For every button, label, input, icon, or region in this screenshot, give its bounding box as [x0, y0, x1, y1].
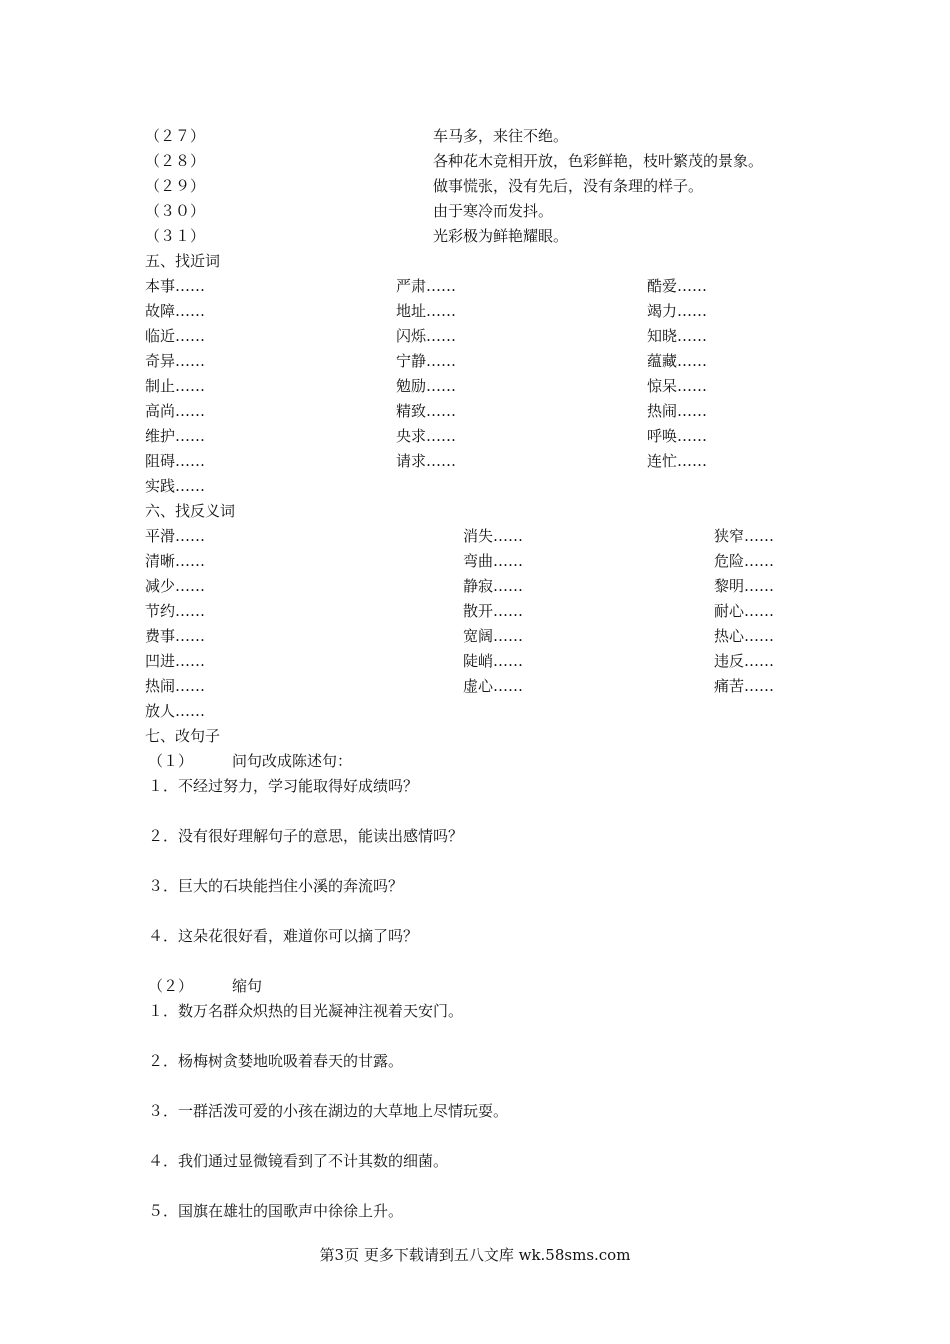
word-item: 连忙…… [647, 452, 708, 470]
word-item: 减少…… [145, 577, 206, 595]
word-item: 请求…… [396, 452, 457, 470]
word-row [145, 274, 708, 299]
word-item: 热闹…… [647, 402, 708, 420]
exercise-item: ４．我们通过显微镜看到了不计其数的细菌。 [148, 1152, 449, 1170]
exercise-item: ３．一群活泼可爱的小孩在湖边的大草地上尽情玩耍。 [148, 1102, 509, 1120]
word-item: 奇异…… [145, 352, 206, 370]
word-item: 热闹…… [145, 677, 206, 695]
word-row [145, 449, 708, 474]
word-item: 制止…… [145, 377, 206, 395]
word-item: 违反…… [714, 652, 775, 670]
subsection-label: 问句改成陈述句： [232, 752, 353, 770]
idiom-definition: 做事慌张，没有先后，没有条理的样子。 [433, 177, 704, 195]
word-item: 本事…… [145, 277, 206, 295]
word-item: 耐心…… [714, 602, 775, 620]
word-item: 消失…… [463, 527, 524, 545]
word-item: 费事…… [145, 627, 206, 645]
word-item: 凹进…… [145, 652, 206, 670]
word-row [145, 324, 708, 349]
word-item: 惊呆…… [647, 377, 708, 395]
word-item: 静寂…… [463, 577, 524, 595]
idiom-number: （３１） [145, 227, 206, 245]
word-item: 陡峭…… [463, 652, 524, 670]
word-item: 痛苦…… [714, 677, 775, 695]
word-item: 黎明…… [714, 577, 775, 595]
word-row [145, 349, 708, 374]
section-title: 六、找反义词 [145, 502, 236, 520]
word-item: 平滑…… [145, 527, 206, 545]
word-item: 高尚…… [145, 402, 206, 420]
word-item: 地址…… [396, 302, 457, 320]
section-title: 五、找近词 [145, 252, 221, 270]
word-row [145, 474, 205, 499]
word-item: 严肃…… [396, 277, 457, 295]
idiom-def-row [145, 199, 554, 224]
subsection-number: （１） [148, 752, 194, 770]
exercise-item: ２．没有很好理解句子的意思，能读出感情吗？ [148, 827, 464, 845]
idiom-definition: 各种花木竞相开放，色彩鲜艳，枝叶繁茂的景象。 [433, 152, 764, 170]
word-row [145, 524, 775, 549]
word-item: 节约…… [145, 602, 206, 620]
subsection-header [148, 749, 353, 774]
word-item: 维护…… [145, 427, 206, 445]
word-row [145, 699, 205, 724]
word-item: 实践…… [145, 477, 206, 495]
word-row [145, 374, 708, 399]
word-item: 闪烁…… [396, 327, 457, 345]
word-row [145, 624, 775, 649]
page-footer: 第3页 更多下载请到五八文库 wk.58sms.com [319, 1246, 631, 1264]
word-row [145, 599, 775, 624]
word-item: 竭力…… [647, 302, 708, 320]
idiom-number: （３０） [145, 202, 206, 220]
word-item: 蕴藏…… [647, 352, 708, 370]
word-row [145, 399, 708, 424]
subsection-header [148, 974, 263, 999]
word-item: 弯曲…… [463, 552, 524, 570]
idiom-definition: 由于寒冷而发抖。 [433, 202, 554, 220]
word-item: 央求…… [396, 427, 457, 445]
exercise-item: １．数万名群众炽热的目光凝神注视着天安门。 [148, 1002, 464, 1020]
word-row [145, 299, 708, 324]
word-item: 狭窄…… [714, 527, 775, 545]
word-item: 宽阔…… [463, 627, 524, 645]
word-item: 清晰…… [145, 552, 206, 570]
idiom-definition: 车马多，来往不绝。 [433, 127, 569, 145]
word-row [145, 549, 775, 574]
idiom-def-row [145, 124, 569, 149]
exercise-item: ４．这朵花很好看，难道你可以摘了吗？ [148, 927, 419, 945]
idiom-number: （２７） [145, 127, 206, 145]
word-item: 虚心…… [463, 677, 524, 695]
subsection-number: （２） [148, 977, 194, 995]
exercise-item: ２．杨梅树贪婪地吮吸着春天的甘露。 [148, 1052, 404, 1070]
word-item: 宁静…… [396, 352, 457, 370]
exercise-item: ３．巨大的石块能挡住小溪的奔流吗？ [148, 877, 404, 895]
idiom-def-row [145, 149, 764, 174]
word-item: 危险…… [714, 552, 775, 570]
word-item: 呼唤…… [647, 427, 708, 445]
word-row [145, 649, 775, 674]
section-title: 七、改句子 [145, 727, 221, 745]
word-item: 精致…… [396, 402, 457, 420]
word-row [145, 574, 775, 599]
exercise-item: １．不经过努力，学习能取得好成绩吗？ [148, 777, 419, 795]
word-item: 酷爱…… [647, 277, 708, 295]
word-item: 热心…… [714, 627, 775, 645]
word-item: 勉励…… [396, 377, 457, 395]
word-item: 知晓…… [647, 327, 708, 345]
subsection-label: 缩句 [232, 977, 263, 995]
word-item: 放人…… [145, 702, 206, 720]
word-row [145, 674, 775, 699]
word-row [145, 424, 708, 449]
idiom-definition: 光彩极为鲜艳耀眼。 [433, 227, 569, 245]
word-item: 阻碍…… [145, 452, 206, 470]
idiom-def-row [145, 224, 569, 249]
idiom-number: （２８） [145, 152, 206, 170]
idiom-def-row [145, 174, 704, 199]
word-item: 散开…… [463, 602, 524, 620]
exercise-item: ５．国旗在雄壮的国歌声中徐徐上升。 [148, 1202, 404, 1220]
word-item: 故障…… [145, 302, 206, 320]
word-item: 临近…… [145, 327, 206, 345]
idiom-number: （２９） [145, 177, 206, 195]
